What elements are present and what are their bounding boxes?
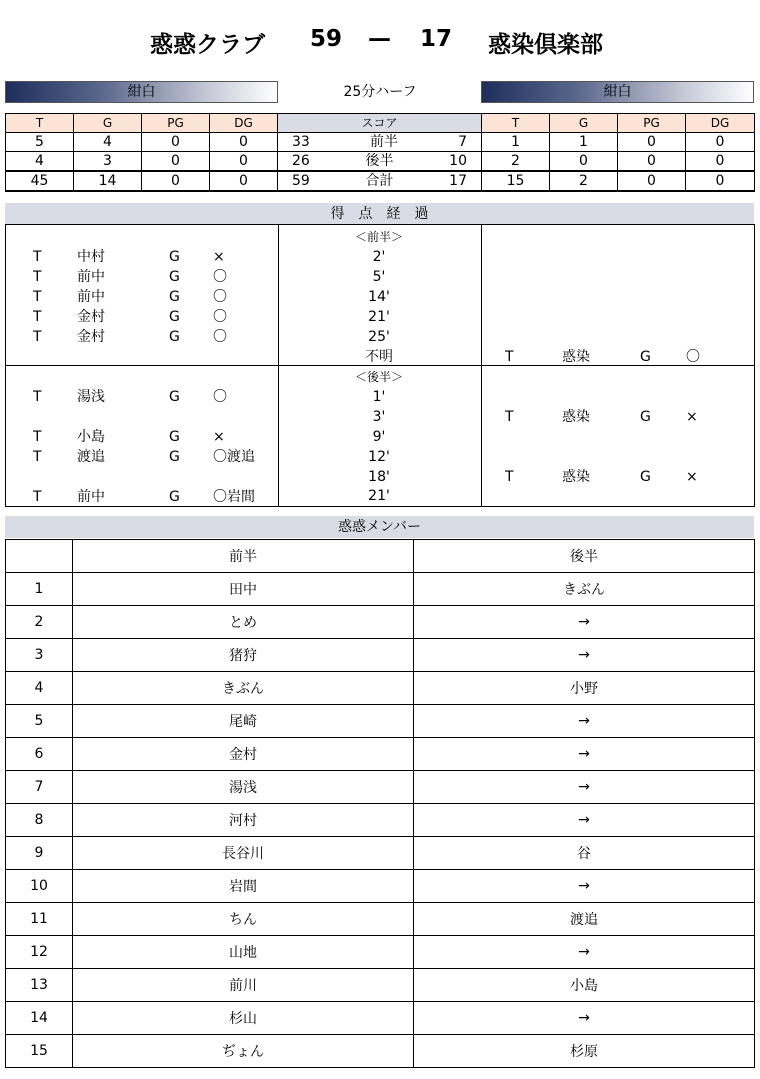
away-g: 0	[550, 152, 618, 172]
second-half-home-score-1	[5, 387, 275, 407]
second-half-player: →	[414, 804, 755, 837]
score-type: T	[33, 329, 42, 345]
second-half-player: 小島	[414, 969, 755, 1002]
goal-result: 〇渡追	[213, 449, 255, 465]
away-header-pg: PG	[618, 114, 686, 133]
jersey-number: 6	[6, 738, 73, 771]
first-half-player: 湯浅	[73, 771, 414, 804]
member-row	[6, 738, 755, 771]
member-row	[6, 804, 755, 837]
first-half-player: きぶん	[73, 672, 414, 705]
jersey-number: 13	[6, 969, 73, 1002]
jersey-number: 9	[6, 837, 73, 870]
goal-label: G	[640, 409, 651, 425]
member-row	[6, 705, 755, 738]
home-dg: 0	[210, 171, 278, 191]
goal-label: G	[169, 329, 180, 345]
second-half-player: →	[414, 1002, 755, 1035]
home-t: 45	[6, 171, 74, 191]
home-dg: 0	[210, 152, 278, 172]
home-points: 59	[292, 173, 310, 189]
goal-result: 〇	[213, 269, 227, 285]
scorer-name: 金村	[77, 309, 105, 325]
first-half-player: 尾崎	[73, 705, 414, 738]
jersey-number: 10	[6, 870, 73, 903]
score-summary-table	[5, 113, 755, 192]
second-half-player: →	[414, 705, 755, 738]
first-half-player: ぢょん	[73, 1035, 414, 1068]
home-pg: 0	[142, 152, 210, 172]
score-table-header	[6, 114, 755, 133]
goal-result: ×	[686, 469, 698, 485]
second-half-home-score-3	[5, 447, 275, 467]
score-row-first-half	[6, 133, 755, 152]
away-points: 17	[449, 173, 467, 189]
away-g: 1	[550, 133, 618, 152]
first-half-player: 長谷川	[73, 837, 414, 870]
score-time: 14'	[368, 289, 390, 305]
goal-label: G	[169, 309, 180, 325]
scorer-name: 前中	[77, 269, 105, 285]
first-half-player: 山地	[73, 936, 414, 969]
jersey-number: 14	[6, 1002, 73, 1035]
away-t: 1	[482, 133, 550, 152]
goal-label: G	[640, 469, 651, 485]
goal-result: 〇	[213, 329, 227, 345]
score-type: T	[33, 309, 42, 325]
second-half-header: 後半	[414, 540, 755, 573]
second-half-player: 小野	[414, 672, 755, 705]
goal-label: G	[169, 249, 180, 265]
second-half-player: →	[414, 738, 755, 771]
first-half-player: 前川	[73, 969, 414, 1002]
home-score: 59	[310, 26, 343, 52]
score-time: 不明	[365, 349, 393, 365]
jersey-number: 15	[6, 1035, 73, 1068]
away-pg: 0	[618, 171, 686, 191]
score-time: 21'	[368, 488, 390, 504]
score-type: T	[33, 489, 42, 505]
away-pg: 0	[618, 152, 686, 172]
first-half-player: 金村	[73, 738, 414, 771]
goal-label: G	[169, 389, 180, 405]
half-score	[278, 152, 482, 172]
member-row	[6, 837, 755, 870]
score-time: 25'	[368, 329, 390, 345]
goal-result: 〇	[213, 389, 227, 405]
members-header: 惑惑メンバー	[5, 516, 754, 538]
goal-result: 〇	[686, 349, 700, 365]
goal-label: G	[169, 269, 180, 285]
goal-result: 〇岩間	[213, 489, 255, 505]
jersey-number: 5	[6, 705, 73, 738]
first-half-home-score-5	[5, 327, 275, 347]
home-header-dg: DG	[210, 114, 278, 133]
scorer-name: 惑染	[562, 349, 590, 365]
home-header-t: T	[6, 114, 74, 133]
score-time: 1'	[372, 389, 386, 405]
first-half-away-score-1	[0, 347, 755, 367]
home-points: 33	[292, 134, 310, 150]
member-row	[6, 606, 755, 639]
first-half-home-score-3	[5, 287, 275, 307]
scorer-name: 中村	[77, 249, 105, 265]
second-half-home-score-4	[5, 487, 275, 507]
away-dg: 0	[686, 171, 755, 191]
home-pg: 0	[142, 133, 210, 152]
away-header-dg: DG	[686, 114, 755, 133]
second-half-player: →	[414, 606, 755, 639]
away-g: 2	[550, 171, 618, 191]
first-half-player: 河村	[73, 804, 414, 837]
jersey-number: 7	[6, 771, 73, 804]
first-half-player: 杉山	[73, 1002, 414, 1035]
home-header-pg: PG	[142, 114, 210, 133]
score-header: スコア	[278, 114, 482, 133]
goal-label: G	[169, 489, 180, 505]
member-row	[6, 870, 755, 903]
score-type: T	[33, 449, 42, 465]
number-header	[6, 540, 73, 573]
first-half-player: 猪狩	[73, 639, 414, 672]
scorer-name: 湯浅	[77, 389, 105, 405]
second-half-home-score-2	[5, 427, 275, 447]
jersey-number: 8	[6, 804, 73, 837]
first-half-header: 前半	[73, 540, 414, 573]
score-type: T	[505, 469, 514, 485]
score-type: T	[505, 409, 514, 425]
score-type: T	[505, 349, 514, 365]
home-t: 5	[6, 133, 74, 152]
away-points: 10	[449, 153, 467, 169]
jersey-number: 4	[6, 672, 73, 705]
second-half-player: →	[414, 870, 755, 903]
score-type: T	[33, 249, 42, 265]
goal-label: G	[640, 349, 651, 365]
second-half-away-score-1	[0, 407, 755, 427]
second-half-away-score-2	[0, 467, 755, 487]
goal-label: G	[169, 289, 180, 305]
first-half-player: とめ	[73, 606, 414, 639]
home-t: 4	[6, 152, 74, 172]
second-half-player: 谷	[414, 837, 755, 870]
score-time: 5'	[372, 269, 386, 285]
goal-result: 〇	[213, 289, 227, 305]
members-table-header	[6, 540, 755, 573]
goal-result: 〇	[213, 309, 227, 325]
member-row	[6, 903, 755, 936]
scorer-name: 小島	[77, 429, 105, 445]
home-g: 4	[74, 133, 142, 152]
total-score	[278, 171, 482, 191]
member-row	[6, 672, 755, 705]
second-half-player: →	[414, 639, 755, 672]
scorer-name: 前中	[77, 289, 105, 305]
second-half-player: →	[414, 771, 755, 804]
member-row	[6, 969, 755, 1002]
score-type: T	[33, 389, 42, 405]
second-half-player: →	[414, 936, 755, 969]
away-pg: 0	[618, 133, 686, 152]
scorer-name: 惑染	[562, 409, 590, 425]
match-title	[0, 26, 760, 62]
home-g: 3	[74, 152, 142, 172]
home-pg: 0	[142, 171, 210, 191]
member-row	[6, 1002, 755, 1035]
half-score	[278, 133, 482, 152]
home-points: 26	[292, 153, 310, 169]
member-row	[6, 771, 755, 804]
members-table	[5, 539, 755, 1068]
score-type: T	[33, 289, 42, 305]
second-half-player: 渡追	[414, 903, 755, 936]
score-time: 12'	[368, 449, 390, 465]
second-half-label: ＜後半＞	[354, 370, 403, 384]
score-row-total	[6, 171, 755, 191]
away-score: 17	[420, 26, 453, 52]
half-label: 後半	[365, 153, 394, 169]
first-half-player: 岩間	[73, 870, 414, 903]
home-dg: 0	[210, 133, 278, 152]
jersey-number: 11	[6, 903, 73, 936]
jersey-number: 2	[6, 606, 73, 639]
score-type: T	[33, 269, 42, 285]
scorer-name: 惑染	[562, 469, 590, 485]
home-g: 14	[74, 171, 142, 191]
away-dg: 0	[686, 133, 755, 152]
scoring-progress-header: 得 点 経 過	[5, 203, 754, 225]
score-time: 2'	[372, 249, 386, 265]
goal-label: G	[169, 429, 180, 445]
home-jersey-color: 紺白	[5, 81, 278, 103]
first-half-home-score-2	[5, 267, 275, 287]
first-half-label: ＜前半＞	[354, 230, 403, 244]
jersey-number: 3	[6, 639, 73, 672]
away-jersey-color: 紺白	[481, 81, 754, 103]
total-label: 合計	[365, 173, 394, 189]
score-time: 18'	[368, 469, 390, 485]
score-time: 9'	[372, 429, 386, 445]
scorer-name: 金村	[77, 329, 105, 345]
member-row	[6, 936, 755, 969]
member-row	[6, 639, 755, 672]
away-dg: 0	[686, 152, 755, 172]
second-half-player: きぶん	[414, 573, 755, 606]
first-half-player: ちん	[73, 903, 414, 936]
away-points: 7	[458, 134, 467, 150]
jersey-number: 1	[6, 573, 73, 606]
second-half-player: 杉原	[414, 1035, 755, 1068]
score-row-second-half	[6, 152, 755, 172]
half-format: 25分ハーフ	[343, 84, 417, 100]
home-header-g: G	[74, 114, 142, 133]
goal-result: ×	[213, 429, 225, 445]
home-team-name: 惑惑クラブ	[150, 32, 265, 58]
score-time: 3'	[372, 409, 386, 425]
goal-result: ×	[213, 249, 225, 265]
half-label: 前半	[369, 134, 398, 150]
member-row	[6, 573, 755, 606]
away-header-g: G	[550, 114, 618, 133]
member-row	[6, 1035, 755, 1068]
away-team-name: 惑染倶楽部	[488, 32, 603, 58]
scorer-name: 前中	[77, 489, 105, 505]
score-type: T	[33, 429, 42, 445]
first-half-home-score-4	[5, 307, 275, 327]
goal-result: ×	[686, 409, 698, 425]
first-half-home-score-1	[5, 247, 275, 267]
scorer-name: 渡追	[77, 449, 105, 465]
first-half-player: 田中	[73, 573, 414, 606]
score-time: 21'	[368, 309, 390, 325]
jersey-number: 12	[6, 936, 73, 969]
score-dash: —	[368, 26, 391, 52]
away-t: 15	[482, 171, 550, 191]
away-header-t: T	[482, 114, 550, 133]
away-t: 2	[482, 152, 550, 172]
goal-label: G	[169, 449, 180, 465]
